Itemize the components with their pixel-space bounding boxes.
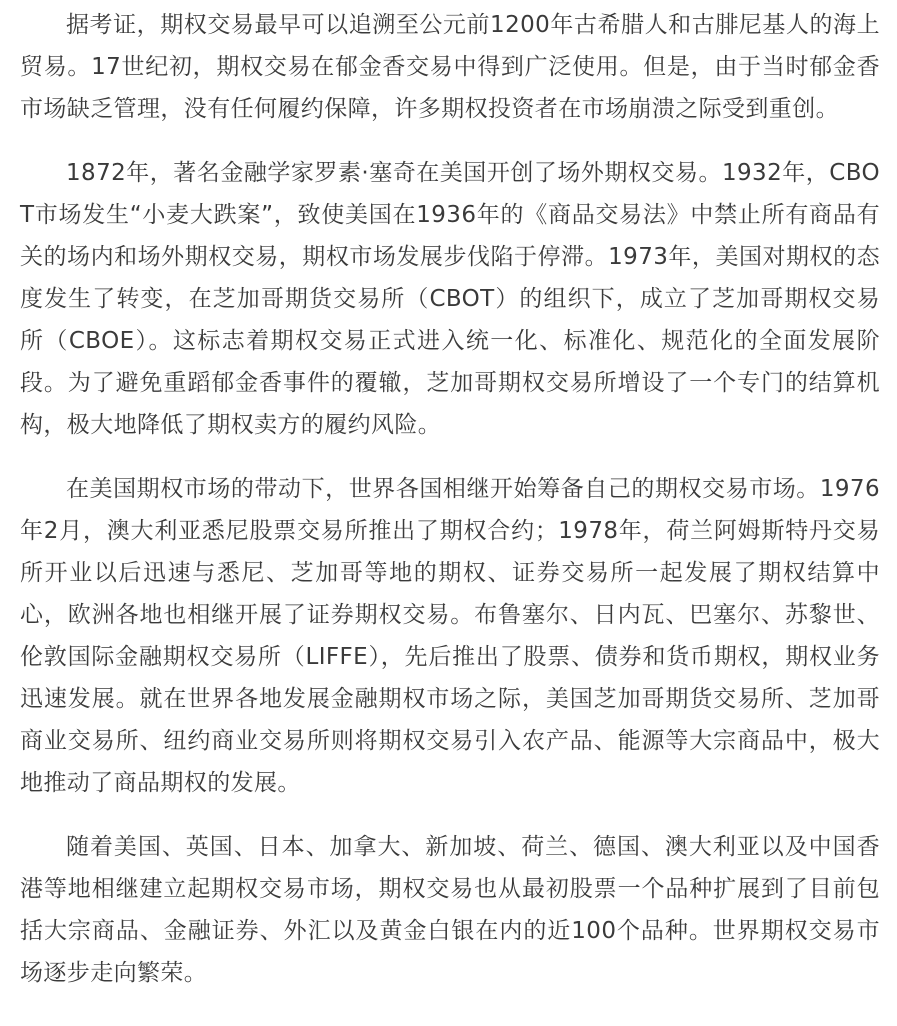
paragraph-current-state: 随着美国、英国、日本、加拿大、新加坡、荷兰、德国、澳大利亚以及中国香港等地相继建立起期权交易市场，期权交易也从最初股票一个品种扩展到了目前包括大宗商品、金融证券、外汇以及黄金白银在内的近100个品种。世界期权交易市场逐步走向繁荣。 (20, 834, 880, 986)
paragraph-origins: 据考证，期权交易最早可以追溯至公元前1200年古希腊人和古腓尼基人的海上贸易。17世纪初，期权交易在郁金香交易中得到广泛使用。但是，由于当时郁金香市场缺乏管理，没有任何履约保障，许多期权投资者在市场崩溃之际受到重创。 (20, 12, 880, 122)
article-body (20, 0, 880, 994)
paragraph-us-history: 1872年，著名金融学家罗素·塞奇在美国开创了场外期权交易。1932年，CBOT市场发生“小麦大跌案”，致使美国在1936年的《商品交易法》中禁止所有商品有关的场内和场外期权交易，期权市场发展步伐陷于停滞。1973年，美国对期权的态度发生了转变，在芝加哥期货交易所（CBOT）的组织下，成立了芝加哥期权交易所（CBOE）。这标志着期权交易正式进入统一化、标准化、规范化的全面发展阶段。为了避免重蹈郁金香事件的覆辙，芝加哥期权交易所增设了一个专门的结算机构，极大地降低了期权卖方的履约风险。 (20, 160, 880, 438)
paragraph-global-spread: 在美国期权市场的带动下，世界各国相继开始筹备自己的期权交易市场。1976年2月，澳大利亚悉尼股票交易所推出了期权合约；1978年，荷兰阿姆斯特丹交易所开业以后迅速与悉尼、芝加哥等地的期权、证券交易所一起发展了期权结算中心，欧洲各地也相继开展了证券期权交易。布鲁塞尔、日内瓦、巴塞尔、苏黎世、伦敦国际金融期权交易所（LIFFE），先后推出了股票、债券和货币期权，期权业务迅速发展。就在世界各地发展金融期权市场之际，美国芝加哥期货交易所、芝加哥商业交易所、纽约商业交易所则将期权交易引入农产品、能源等大宗商品中，极大地推动了商品期权的发展。 (20, 476, 880, 796)
